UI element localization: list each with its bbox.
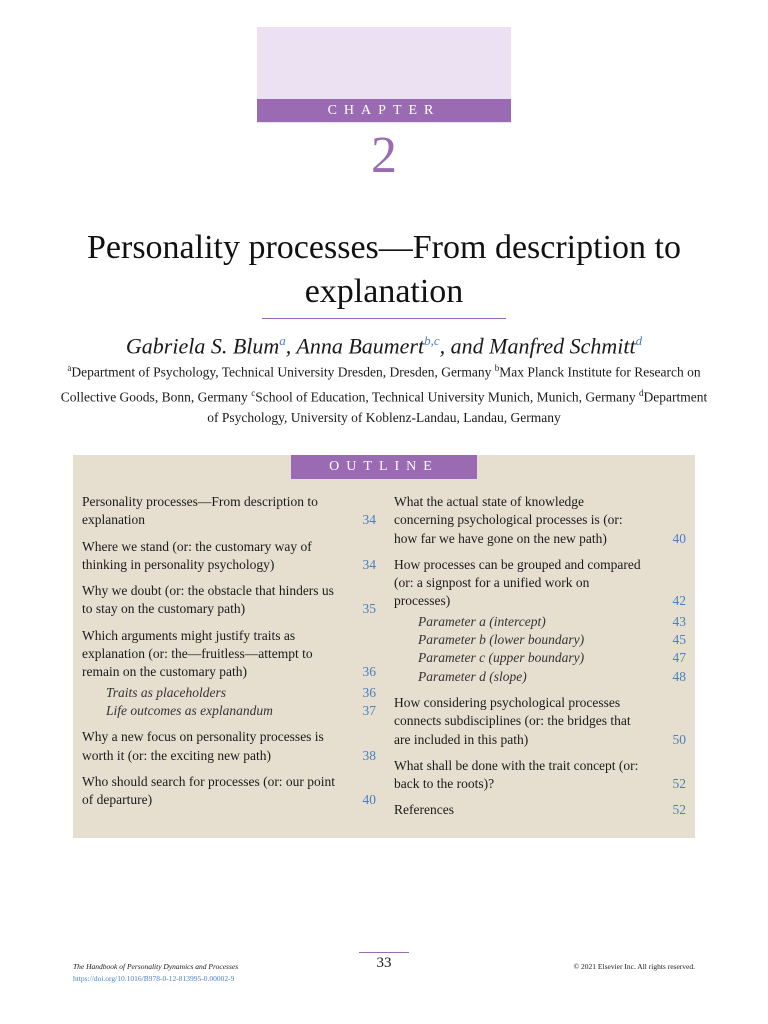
outline-entry[interactable] <box>82 493 376 530</box>
outline-entry-title: Which arguments might justify traits as explanation (or: the—fruitless—attempt to remain on the customary path) <box>82 627 313 680</box>
outline-subentry-title: Parameter d (slope) <box>418 668 527 684</box>
outline-entry-page[interactable]: 52 <box>672 802 686 818</box>
author-affiliation-mark[interactable]: b,c <box>424 333 440 348</box>
outline-entry-title: Where we stand (or: the customary way of thinking in personality psychology) <box>82 538 312 572</box>
outline-subentry-page[interactable]: 43 <box>672 613 686 629</box>
author-affiliation-mark[interactable]: a <box>279 333 286 348</box>
outline-subentry-title: Traits as placeholders <box>106 684 227 700</box>
chapter-label: CHAPTER <box>257 99 511 122</box>
author-name: Gabriela S. Blum <box>125 333 280 359</box>
affiliation-text: Department of Psychology, University of Koblenz-Landau, Landau, Germany <box>207 389 708 425</box>
outline-subentry-title: Parameter c (upper boundary) <box>418 650 585 666</box>
outline-entry[interactable] <box>82 728 376 765</box>
outline-entry-title: What shall be done with the trait concept (or: back to the roots)? <box>394 757 639 792</box>
outline-entry-page[interactable]: 38 <box>362 747 376 763</box>
affiliation-mark: c <box>251 387 256 398</box>
outline-subentry[interactable] <box>82 684 376 702</box>
outline-subentry[interactable] <box>394 668 686 686</box>
copyright-notice: © 2021 Elsevier Inc. All rights reserved. <box>573 962 695 971</box>
outline-label: OUTLINE <box>291 455 477 479</box>
outline-subentry[interactable] <box>82 702 376 720</box>
title-divider <box>262 318 506 319</box>
affiliation-mark: a <box>67 363 72 373</box>
outline-entry-page[interactable]: 50 <box>672 731 686 747</box>
outline-subentry-page[interactable]: 47 <box>672 650 686 666</box>
affiliation-text: Max Planck Institute for Research on Collective Goods, Bonn, Germany <box>60 364 701 404</box>
author-name: Manfred Schmitt <box>489 333 636 359</box>
outline-entry-page[interactable]: 52 <box>672 776 686 792</box>
outline-entry[interactable] <box>82 773 376 810</box>
chapter-title: Personality processes—From description to explanation <box>87 229 681 310</box>
outline-subsection-group <box>394 613 686 686</box>
doi-link[interactable]: https://doi.org/10.1016/B978-0-12-813995-0.00002-9 <box>73 974 235 983</box>
author-affiliation-mark[interactable]: d <box>635 333 643 348</box>
outline-entry[interactable] <box>394 801 686 819</box>
outline-subentry-page[interactable]: 37 <box>362 702 376 718</box>
outline-entry[interactable] <box>394 493 686 548</box>
outline-column-left <box>82 493 376 817</box>
outline-entry[interactable] <box>82 582 376 619</box>
outline-entry-title: What the actual state of knowledge concerning psychological processes is (or: how far we have gone on the new path) <box>394 494 623 546</box>
outline-entry-title: How considering psychological processes connects subdisciplines (or: the bridges that are included in this path) <box>394 694 631 747</box>
outline-subentry-title: Parameter b (lower boundary) <box>418 632 585 648</box>
outline-subentry[interactable] <box>394 631 686 649</box>
outline-subentry-title: Parameter a (intercept) <box>418 613 546 629</box>
outline-entry[interactable] <box>394 556 686 611</box>
outline-entry-page[interactable]: 40 <box>362 792 376 808</box>
outline-subentry-page[interactable]: 48 <box>672 668 686 684</box>
outline-entry-title: Personality processes—From description to explanation <box>82 494 318 528</box>
outline-subsection-group <box>82 684 376 721</box>
outline-entry[interactable] <box>82 538 376 575</box>
outline-entry-page[interactable]: 36 <box>362 664 376 680</box>
outline-entry[interactable] <box>394 694 686 749</box>
outline-entry[interactable] <box>82 627 376 682</box>
footer-divider <box>359 952 409 953</box>
affiliation-text: Department of Psychology, Technical University Dresden, Dresden, Germany <box>71 364 495 380</box>
outline-column-right <box>394 493 686 828</box>
outline-entry-title: Why we doubt (or: the obstacle that hinders us to stay on the customary path) <box>82 583 334 617</box>
outline-subentry-title: Life outcomes as explanandum <box>106 702 273 718</box>
outline-entry-page[interactable]: 35 <box>362 601 376 617</box>
author-separator: , <box>285 333 297 359</box>
outline-entry[interactable] <box>394 757 686 794</box>
outline-entry-page[interactable]: 34 <box>362 512 376 528</box>
outline-subentry[interactable] <box>394 649 686 667</box>
book-title: The Handbook of Personality Dynamics and Processes <box>73 962 239 971</box>
author-separator: , and <box>439 333 490 359</box>
outline-entry-title: How processes can be grouped and compared (or: a signpost for a unified work on processes) <box>394 556 641 609</box>
affiliation-mark: b <box>494 363 500 373</box>
author-name: Anna Baumert <box>296 333 425 359</box>
affiliation-mark: d <box>639 387 644 398</box>
outline-entry-title: Who should search for processes (or: our point of departure) <box>82 773 336 808</box>
outline-entry-page[interactable]: 34 <box>362 556 376 572</box>
outline-subentry-page[interactable]: 45 <box>672 632 686 648</box>
author-list <box>40 326 728 361</box>
outline-entry-page[interactable]: 40 <box>672 530 686 546</box>
outline-entry-page[interactable]: 42 <box>672 593 686 609</box>
outline-subentry-page[interactable]: 36 <box>362 684 376 700</box>
outline-entry-title: Why a new focus on personality processes is worth it (or: the exciting new path) <box>82 729 324 763</box>
outline-subentry[interactable] <box>394 613 686 631</box>
affiliations <box>60 358 708 428</box>
page-number: 33 <box>376 955 392 971</box>
chapter-number: 2 <box>371 127 397 184</box>
affiliation-text: School of Education, Technical University Munich, Munich, Germany <box>255 389 640 404</box>
outline-entry-title: References <box>394 802 454 818</box>
